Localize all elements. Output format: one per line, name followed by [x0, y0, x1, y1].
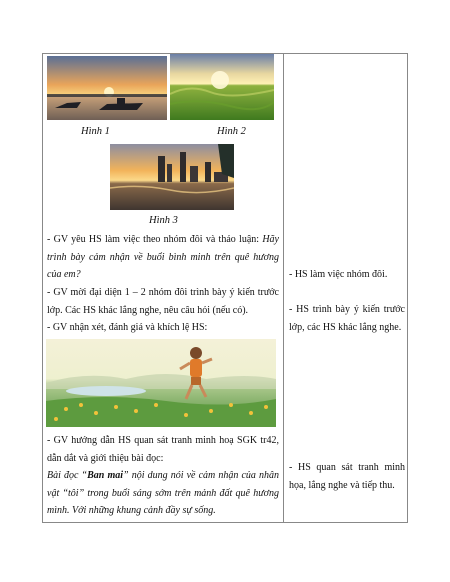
paragraph-1-question: Hãy trình bày cảm nhận về buổi bình minh trên quê hương của em? [47, 234, 279, 280]
reading-intro-post: ” nội dung nói về cảm nhận của nhân vật “tôi” trong buổi sáng sớm trên mảnh đất quê hương mình. Với những khung cảnh đầy sự sống. [47, 470, 279, 516]
right-note-3: - HS quan sát tranh minh họa, lắng nghe và tiếp thu. [289, 462, 405, 491]
lesson-table [42, 53, 408, 523]
left-paragraph-3: - GV nhận xét, đánh giá và khích lệ HS: [47, 322, 208, 333]
left-paragraph-4: - GV hướng dẫn HS quan sát tranh minh hoạ SGK tr42, dẫn dắt và giới thiệu bài đọc: [47, 435, 279, 464]
paragraph-1-lead: - GV yêu HS làm việc theo nhóm đôi và thảo luận: [47, 234, 263, 245]
illustration-boy-running [46, 339, 276, 427]
column-divider [283, 54, 284, 522]
figure-1-sunrise-boats [47, 56, 167, 120]
caption-hinh-1: Hình 1 [81, 126, 110, 137]
left-paragraph-1 [47, 231, 279, 284]
caption-hinh-3: Hình 3 [149, 215, 178, 226]
reading-intro-pre: Bài đọc “ [47, 470, 88, 481]
left-paragraph-5 [47, 467, 279, 520]
left-paragraph-2: - GV mời đại diện 1 – 2 nhóm đôi trình bày ý kiến trước lớp. Các HS khác lắng nghe, nêu câu hỏi (nếu có). [47, 287, 279, 316]
figure-2-rice-field [170, 54, 274, 120]
right-note-1: - HS làm việc nhóm đôi. [289, 269, 388, 280]
reading-title: Ban mai [87, 470, 124, 481]
figure-3-city-dawn [110, 144, 234, 210]
right-note-2: - HS trình bày ý kiến trước lớp, các HS khác lắng nghe. [289, 304, 405, 333]
caption-hinh-2: Hình 2 [217, 126, 246, 137]
